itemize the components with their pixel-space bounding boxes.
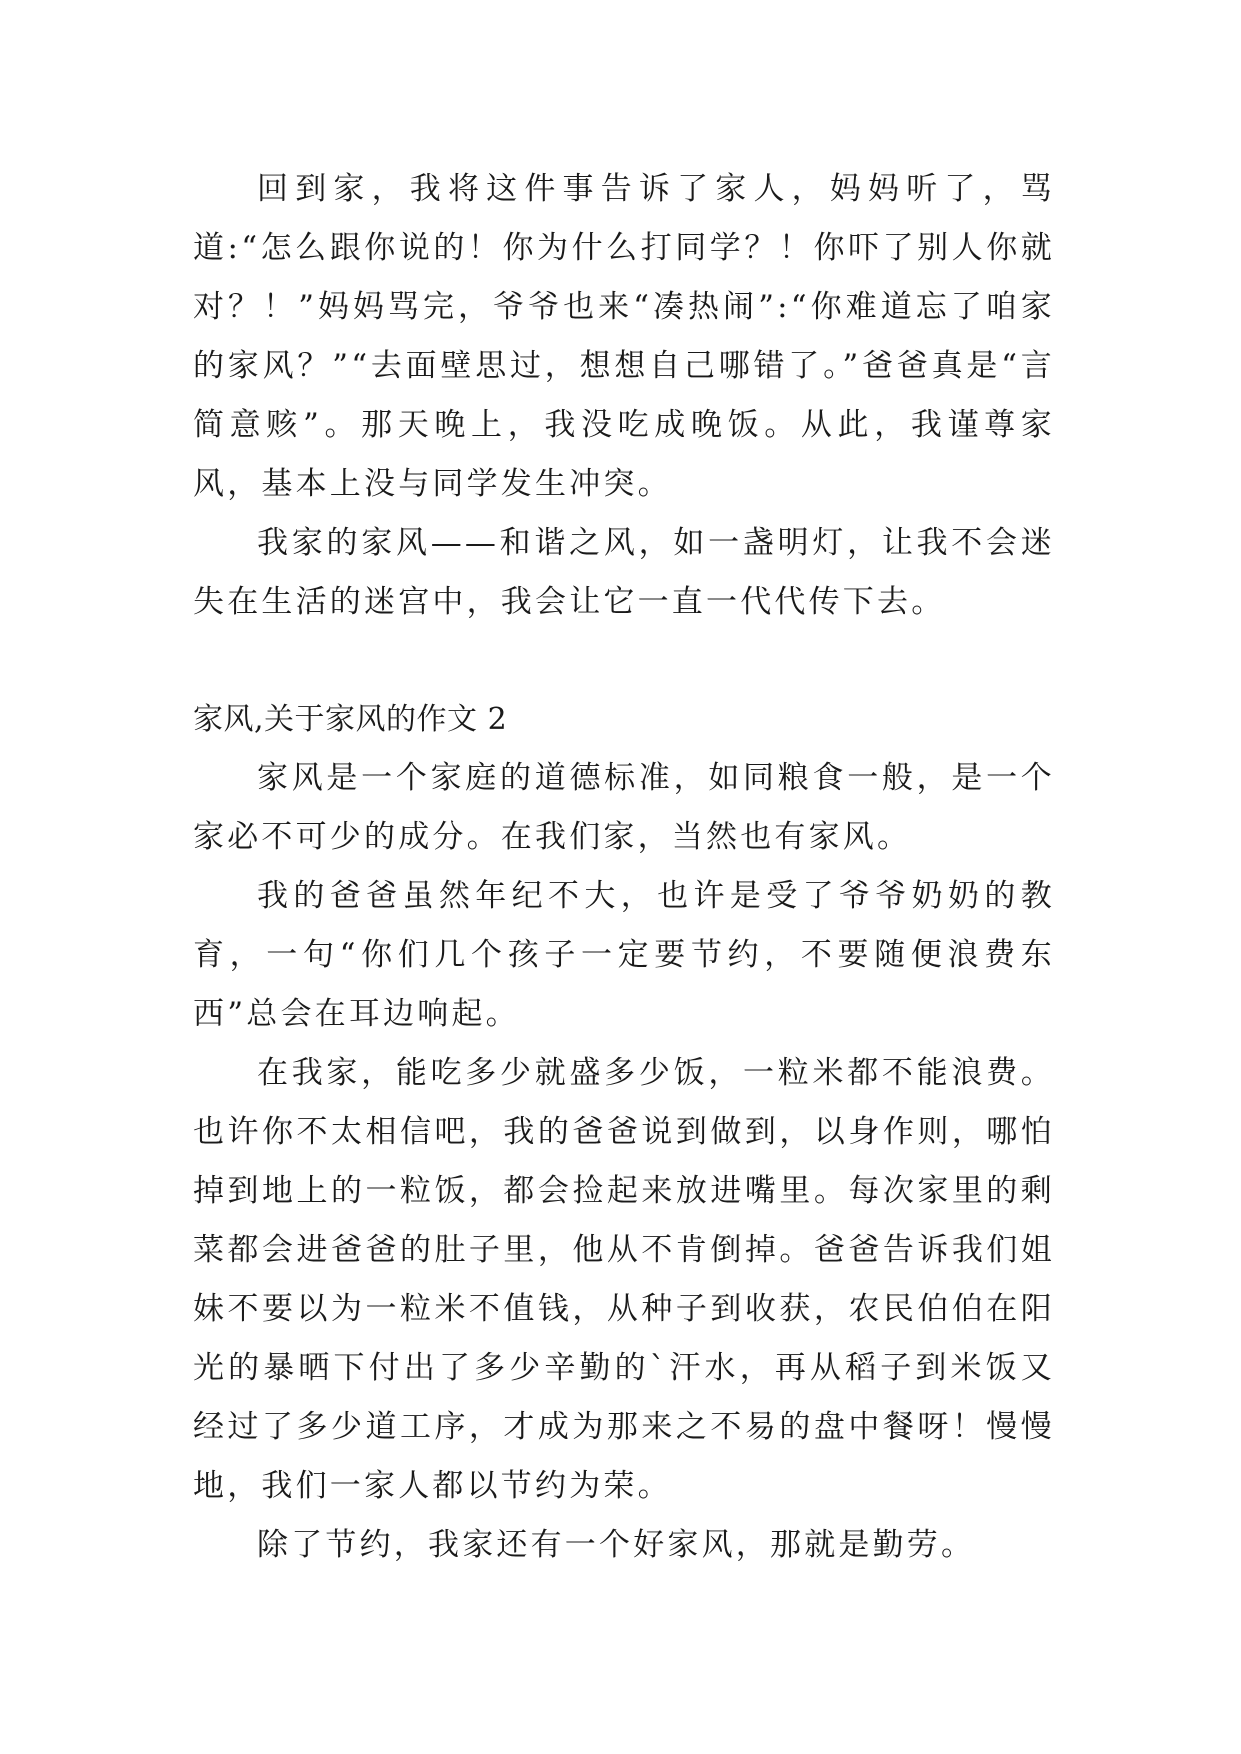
document-body [193,160,1055,1575]
paragraph-father-teaching: 我的爸爸虽然年纪不大，也许是受了爷爷奶奶的教育，一句“你们几个孩子一定要节约，不要随便浪费东西”总会在耳边响起。 [193,878,1055,1032]
paragraph-diligence: 除了节约，我家还有一个好家风，那就是勤劳。 [257,1527,976,1563]
paragraph-saving-food: 在我家，能吃多少就盛多少饭，一粒米都不能浪费。也许你不太相信吧，我的爸爸说到做到，以身作则，哪怕掉到地上的一粒饭，都会捡起来放进嘴里。每次家里的剩菜都会进爸爸的肚子里，他从不肯倒掉。爸爸告诉我们姐妹不要以为一粒米不值钱，从种子到收获，农民伯伯在阳光的暴晒下付出了多少辛勤的`汗水，再从稻子到米饭又经过了多少道工序，才成为那来之不易的盘中餐呀！慢慢地，我们一家人都以节约为荣。 [193,1055,1055,1504]
paragraph-family-reaction: 回到家，我将这件事告诉了家人，妈妈听了，骂道:“怎么跟你说的！你为什么打同学？！你吓了别人你就对？！”妈妈骂完，爷爷也来“凑热闹”:“你难道忘了咱家的家风？”“去面壁思过，想想自己哪错了。”爸爸真是“言简意赅”。那天晚上，我没吃成晚饭。从此，我谨尊家风，基本上没与同学发生冲突。 [193,171,1055,502]
paragraph-harmony-conclusion: 我家的家风——和谐之风，如一盏明灯，让我不会迷失在生活的迷宫中，我会让它一直一代代传下去。 [193,525,1055,620]
section-heading: 家风,关于家风的作文 2 [193,702,508,737]
paragraph-family-standard: 家风是一个家庭的道德标准，如同粮食一般，是一个家必不可少的成分。在我们家，当然也有家风。 [193,760,1055,855]
